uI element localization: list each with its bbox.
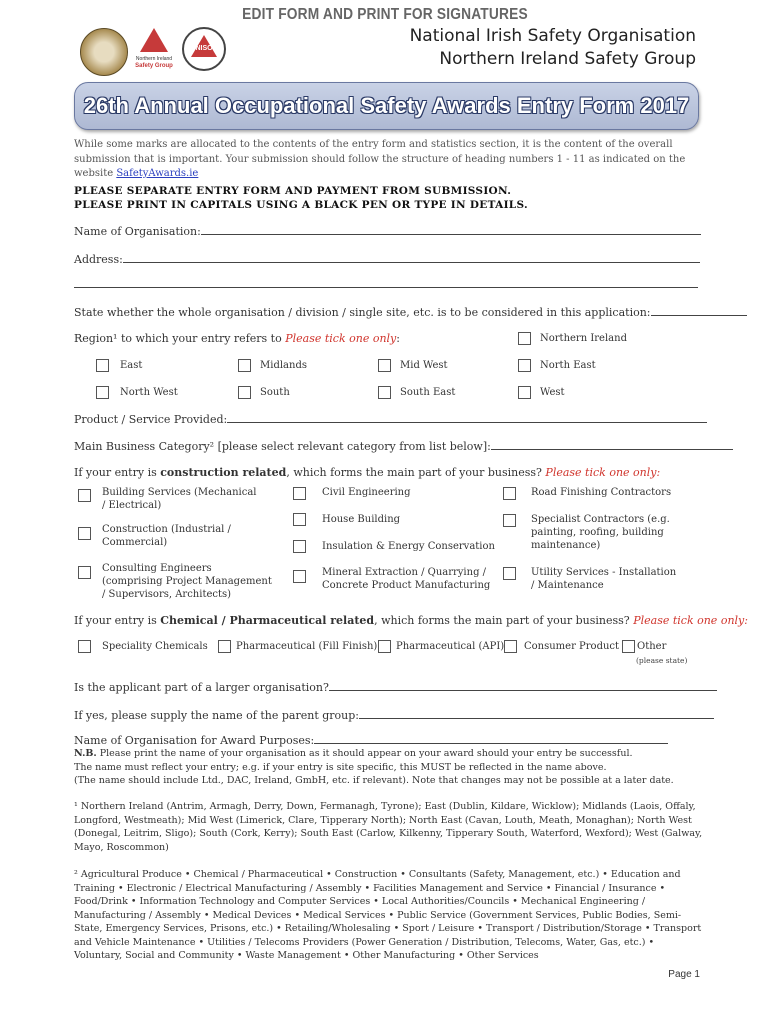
construction-checkbox-mineral-extraction[interactable] bbox=[293, 570, 306, 583]
region-question bbox=[74, 332, 400, 345]
chemical-label-speciality: Speciality Chemicals bbox=[102, 641, 208, 652]
safety-awards-link[interactable]: SafetyAwards.ie bbox=[116, 168, 199, 179]
intro-text: While some marks are allocated to the contents of the entry form and statistics section, it is the content of the overall submission that is important. Your submission should follow the structure of heading numbers 1 - 11 as indicated on the website bbox=[74, 139, 686, 179]
parent-group-field[interactable] bbox=[359, 708, 714, 719]
instruction-line-1: PLEASE SEPARATE ENTRY FORM AND PAYMENT FROM SUBMISSION. bbox=[74, 185, 512, 197]
niso-logo-text: NISO bbox=[195, 45, 213, 52]
region-label-south: South bbox=[260, 387, 290, 398]
address-field-2[interactable] bbox=[74, 287, 698, 288]
org-name-field[interactable] bbox=[201, 224, 701, 235]
region-label-east: East bbox=[120, 360, 143, 371]
chemical-tick-instruction: Please tick one only: bbox=[633, 614, 748, 627]
address-label: Address: bbox=[74, 253, 123, 266]
chemical-label-consumer: Consumer Product bbox=[524, 641, 620, 652]
construction-label-building-services: Building Services (Mechanical / Electrical) bbox=[102, 487, 257, 511]
region-checkbox-mid-west[interactable] bbox=[378, 359, 391, 372]
chemical-label-api: Pharmaceutical (API) bbox=[396, 641, 505, 652]
niso-logo bbox=[182, 27, 226, 71]
construction-tick-instruction: Please tick one only: bbox=[545, 466, 661, 479]
chemical-q-post: , which forms the main part of your business? bbox=[374, 614, 634, 627]
category-label: Main Business Category² [please select relevant category from list below]: bbox=[74, 440, 491, 453]
region-label-south-east: South East bbox=[400, 387, 456, 398]
parent-group-row bbox=[74, 708, 714, 722]
chemical-label-fill-finish: Pharmaceutical (Fill Finish) bbox=[236, 641, 378, 652]
nb-line-1 bbox=[74, 747, 704, 761]
construction-label-consulting-engineers: Consulting Engineers (comprising Project Management / Supervisors, Architects) bbox=[102, 563, 272, 600]
construction-checkbox-road-finishing[interactable] bbox=[503, 487, 516, 500]
region-checkbox-north-west[interactable] bbox=[96, 386, 109, 399]
nb-line-3: (The name should include Ltd., DAC, Ireland, GmbH, etc. if relevant). Note that changes may not be possible at a later date. bbox=[74, 775, 674, 786]
construction-checkbox-consulting-engineers[interactable] bbox=[78, 566, 91, 579]
construction-checkbox-industrial-commercial[interactable] bbox=[78, 527, 91, 540]
chemical-q-bold: Chemical / Pharmaceutical related bbox=[160, 614, 375, 627]
footnote-categories: ² Agricultural Produce • Chemical / Pharmaceutical • Construction • Consultants (Safety, Management, etc.) • Education and Training • Electronic / Electrical Manufacturing / Assembly • Facilities Management and Service • Financial / Insurance • Food/Drink • Information Technology and Computer Services • Local Authorities/Councils • Mechanical Engineering / Manufacturing / Assembly • Medical Devices • Medical Services • Public Service (Government Services, Public Bodies, Semi-State, Emergency Services, Prisons, etc.) • Retailing/Wholesaling • Sport / Leisure • Transport / Distribution/Storage • Transport and Vehicle Maintenance • Utilities / Telecoms Providers (Power Generation / Distribution, Telecoms, Water, Gas, etc.) • Voluntary, Social and Community • Waste Management • Other Manufacturing • Other Services bbox=[74, 869, 702, 961]
address-field-1[interactable] bbox=[123, 252, 700, 263]
form-title-bar bbox=[74, 82, 699, 130]
logo-text-line2: Safety Group bbox=[135, 63, 173, 69]
chemical-label-other: Other bbox=[637, 641, 667, 652]
region-label-west: West bbox=[540, 387, 565, 398]
logo-text-line1: Northern Ireland bbox=[135, 56, 173, 62]
triangle-icon bbox=[140, 28, 168, 52]
region-label-northern-ireland: Northern Ireland bbox=[540, 333, 627, 344]
chemical-question bbox=[74, 614, 748, 627]
nb-label: N.B. bbox=[74, 748, 97, 759]
product-row bbox=[74, 412, 707, 426]
chemical-checkbox-speciality[interactable] bbox=[78, 640, 91, 653]
edit-print-banner: EDIT FORM AND PRINT FOR SIGNATURES bbox=[242, 6, 528, 23]
construction-label-civil-engineering: Civil Engineering bbox=[322, 487, 411, 498]
region-checkbox-east[interactable] bbox=[96, 359, 109, 372]
product-label: Product / Service Provided: bbox=[74, 413, 228, 426]
intro-paragraph bbox=[74, 138, 700, 182]
category-field[interactable] bbox=[491, 439, 733, 450]
construction-label-specialist: Specialist Contractors (e.g. painting, roofing, building maintenance) bbox=[531, 514, 670, 551]
nb-line-2: The name must reflect your entry; e.g. if your entry is site specific, this MUST be reflected in the name above. bbox=[74, 761, 607, 773]
ni-safety-group-logo bbox=[132, 26, 176, 74]
region-checkbox-west[interactable] bbox=[518, 386, 531, 399]
region-colon: : bbox=[396, 332, 400, 345]
award-logo bbox=[80, 28, 128, 76]
construction-label-utility-services: Utility Services - Installation / Maintenance bbox=[531, 567, 677, 591]
region-checkbox-north-east[interactable] bbox=[518, 359, 531, 372]
region-checkbox-south[interactable] bbox=[238, 386, 251, 399]
construction-q-post: , which forms the main part of your business? bbox=[286, 466, 546, 479]
scope-field[interactable] bbox=[651, 305, 747, 316]
region-tick-instruction: Please tick one only bbox=[285, 332, 397, 345]
award-name-row bbox=[74, 733, 668, 747]
chemical-checkbox-other[interactable] bbox=[622, 640, 635, 653]
instruction-line-2: PLEASE PRINT IN CAPITALS USING A BLACK PEN OR TYPE IN DETAILS. bbox=[74, 199, 528, 211]
construction-label-insulation: Insulation & Energy Conservation bbox=[322, 541, 495, 552]
construction-checkbox-utility-services[interactable] bbox=[503, 567, 516, 580]
org-name-line2: Northern Ireland Safety Group bbox=[439, 49, 696, 69]
construction-checkbox-civil-engineering[interactable] bbox=[293, 487, 306, 500]
award-name-label: Name of Organisation for Award Purposes: bbox=[74, 734, 315, 747]
region-checkbox-northern-ireland[interactable] bbox=[518, 332, 531, 345]
larger-org-row bbox=[74, 680, 717, 694]
construction-question bbox=[74, 466, 660, 479]
parent-group-label: If yes, please supply the name of the parent group: bbox=[74, 709, 360, 722]
region-label-north-west: North West bbox=[120, 387, 178, 398]
nb-line-1-text: Please print the name of your organisation as it should appear on your award should your entry be successful. bbox=[96, 748, 633, 759]
org-name-line1: National Irish Safety Organisation bbox=[409, 26, 696, 46]
region-checkbox-midlands[interactable] bbox=[238, 359, 251, 372]
address-row bbox=[74, 252, 700, 266]
construction-label-road-finishing: Road Finishing Contractors bbox=[531, 487, 672, 498]
org-name-row bbox=[74, 224, 701, 238]
construction-label-industrial-commercial: Construction (Industrial / Commercial) bbox=[102, 524, 231, 548]
construction-label-house-building: House Building bbox=[322, 514, 401, 525]
chemical-checkbox-consumer[interactable] bbox=[504, 640, 517, 653]
construction-label-mineral-extraction: Mineral Extraction / Quarrying / Concrete Product Manufacturing bbox=[322, 567, 491, 591]
chemical-q-pre: If your entry is bbox=[74, 614, 161, 627]
construction-checkbox-specialist[interactable] bbox=[503, 514, 516, 527]
region-label: Region¹ to which your entry refers to bbox=[74, 332, 286, 345]
org-name-label: Name of Organisation: bbox=[74, 225, 201, 238]
region-label-north-east: North East bbox=[540, 360, 596, 371]
nb-notes bbox=[74, 747, 704, 788]
construction-q-bold: construction related bbox=[160, 466, 287, 479]
region-checkbox-south-east[interactable] bbox=[378, 386, 391, 399]
page-number: Page 1 bbox=[668, 969, 700, 980]
construction-q-pre: If your entry is bbox=[74, 466, 161, 479]
construction-checkbox-building-services[interactable] bbox=[78, 489, 91, 502]
construction-checkbox-insulation[interactable] bbox=[293, 540, 306, 553]
category-row bbox=[74, 439, 733, 453]
footnote-regions: ¹ Northern Ireland (Antrim, Armagh, Derry, Down, Fermanagh, Tyrone); East (Dublin, Kildare, Wicklow); Midlands (Laois, Offaly, Longford, Westmeath); Mid West (Limerick, Clare, Tipperary North); North East (Cavan, Louth, Meath, Monaghan); North West (Donegal, Leitrim, Sligo); South (Cork, Kerry); South East (Carlow, Kilkenny, Tipperary South, Waterford, Wexford); West (Galway, Mayo, Roscommon) bbox=[74, 801, 703, 853]
chemical-checkbox-api[interactable] bbox=[378, 640, 391, 653]
scope-row bbox=[74, 305, 747, 319]
form-title: 26th Annual Occupational Safety Awards Entry Form 2017 bbox=[83, 93, 690, 118]
larger-org-label: Is the applicant part of a larger organisation? bbox=[74, 681, 329, 694]
chemical-other-note: (please state) bbox=[636, 656, 688, 665]
region-label-midlands: Midlands bbox=[260, 360, 307, 371]
region-label-mid-west: Mid West bbox=[400, 360, 448, 371]
scope-label: State whether the whole organisation / division / single site, etc. is to be considered in this application: bbox=[74, 306, 651, 319]
award-name-field[interactable] bbox=[314, 733, 668, 744]
chemical-checkbox-fill-finish[interactable] bbox=[218, 640, 231, 653]
construction-checkbox-house-building[interactable] bbox=[293, 513, 306, 526]
product-field[interactable] bbox=[227, 412, 707, 423]
larger-org-field[interactable] bbox=[329, 680, 717, 691]
